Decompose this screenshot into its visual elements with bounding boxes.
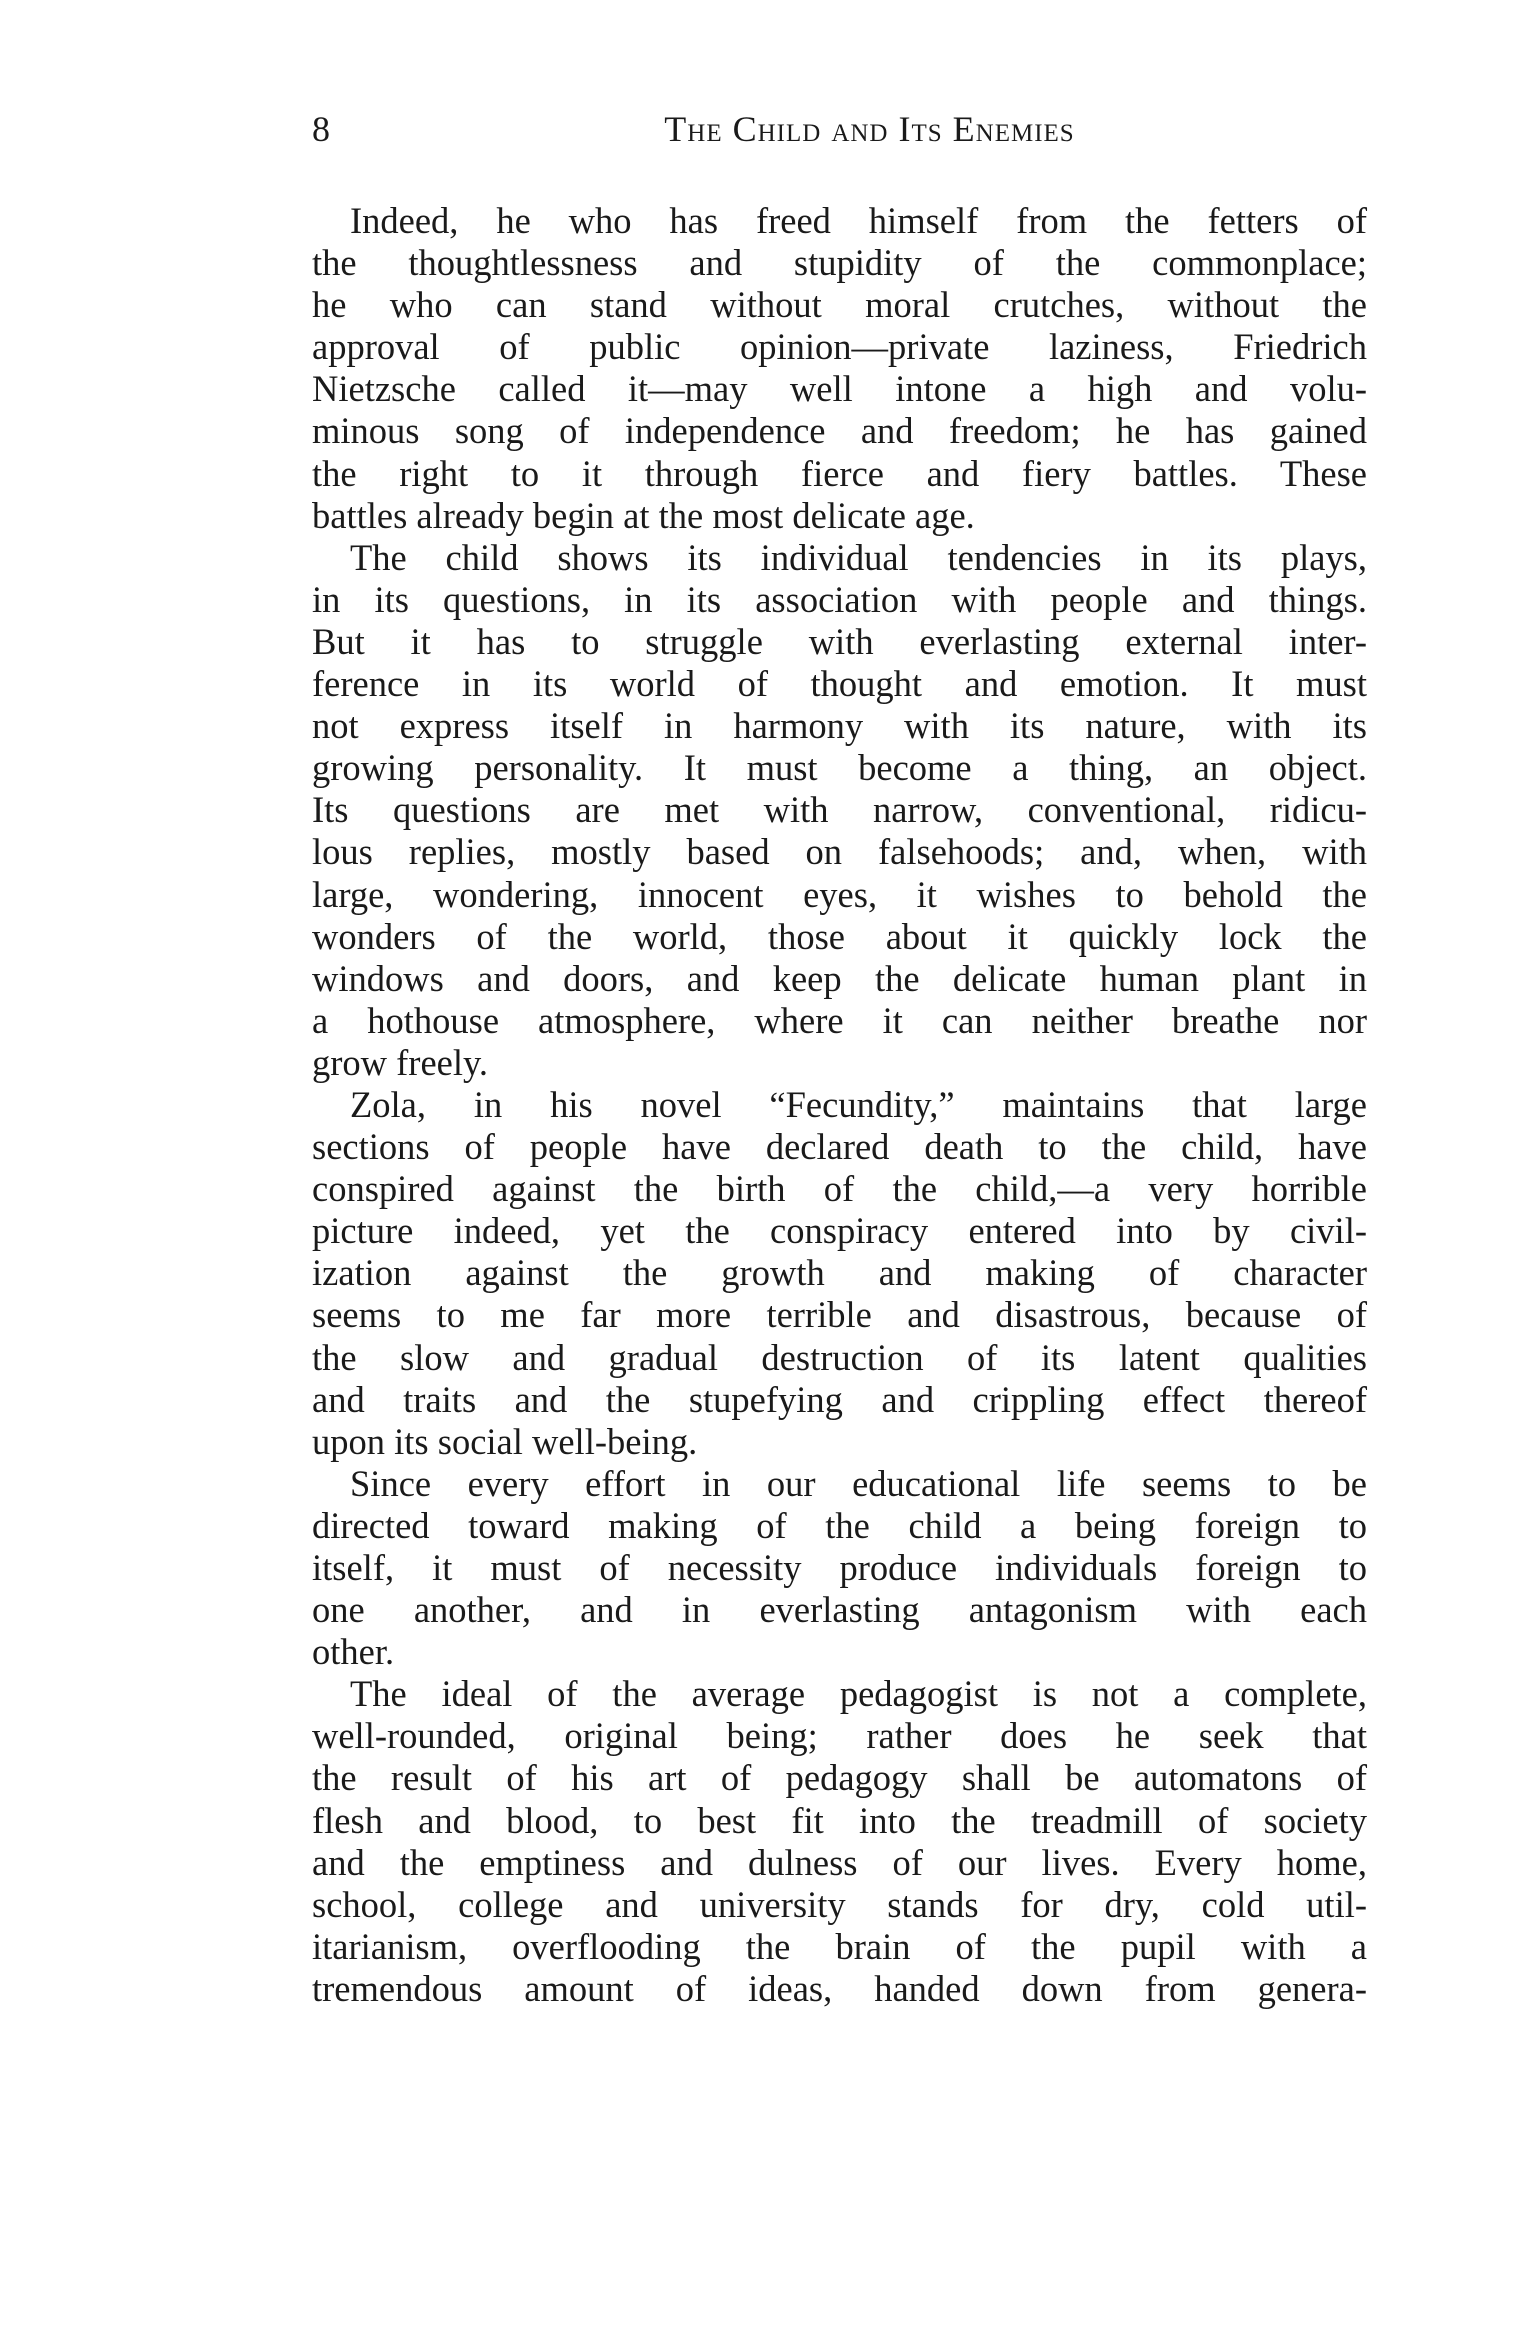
text-line: large, wondering, innocent eyes, it wishes to behold the (312, 873, 1367, 915)
paragraph (312, 1463, 1367, 1673)
text-line: Zola, in his novel “Fecundity,” maintains that large (350, 1083, 1367, 1125)
text-line: seems to me far more terrible and disastrous, because of (312, 1294, 1367, 1336)
text-line: not express itself in harmony with its nature, with its (312, 705, 1367, 747)
text-line: ization against the growth and making of character (312, 1252, 1367, 1294)
text-line: battles already begin at the most delicate age. (312, 494, 975, 536)
text-line: the result of his art of pedagogy shall be automatons of (312, 1757, 1367, 1799)
text-line: windows and doors, and keep the delicate human plant in (312, 957, 1367, 999)
body-text (312, 200, 1367, 2010)
text-line: Indeed, he who has freed himself from the fetters of (350, 200, 1367, 241)
text-line: in its questions, in its association with people and things. (312, 578, 1367, 620)
text-line: the slow and gradual destruction of its latent qualities (312, 1336, 1367, 1378)
text-line: itarianism, overflooding the brain of the pupil with a (312, 1925, 1367, 1967)
text-line: But it has to struggle with everlasting external inter- (312, 620, 1367, 662)
text-line: directed toward making of the child a being foreign to (312, 1504, 1367, 1546)
page-number: 8 (312, 109, 330, 149)
page-header (312, 108, 1367, 158)
text-line: school, college and university stands for dry, cold util- (312, 1883, 1367, 1925)
text-line: tremendous amount of ideas, handed down from genera- (312, 1967, 1367, 2009)
text-line: well-rounded, original being; rather does he seek that (312, 1715, 1367, 1757)
text-line: grow freely. (312, 1041, 488, 1083)
paragraph (312, 1673, 1367, 2010)
text-line: growing personality. It must become a thing, an object. (312, 747, 1367, 789)
text-line: a hothouse atmosphere, where it can neither breathe nor (312, 999, 1367, 1041)
text-line: other. (312, 1631, 395, 1673)
text-line: the right to it through fierce and fiery battles. These (312, 452, 1367, 494)
text-line: minous song of independence and freedom; he has gained (312, 410, 1367, 452)
text-line: he who can stand without moral crutches, without the (312, 284, 1367, 326)
paragraph (312, 537, 1367, 1084)
text-line: the thoughtlessness and stupidity of the commonplace; (312, 242, 1367, 284)
text-line: Nietzsche called it—may well intone a high and volu- (312, 368, 1367, 410)
text-line: upon its social well-being. (312, 1420, 698, 1462)
text-line: Its questions are met with narrow, conventional, ridicu- (312, 789, 1367, 831)
text-line: wonders of the world, those about it quickly lock the (312, 915, 1367, 957)
text-line: one another, and in everlasting antagonism with each (312, 1589, 1367, 1631)
text-line: and the emptiness and dulness of our lives. Every home, (312, 1841, 1367, 1883)
paragraph (312, 200, 1367, 537)
text-line: picture indeed, yet the conspiracy entered into by civil- (312, 1210, 1367, 1252)
paragraph (312, 1084, 1367, 1463)
text-line: Since every effort in our educational life seems to be (350, 1462, 1367, 1504)
text-line: approval of public opinion—private laziness, Friedrich (312, 326, 1367, 368)
text-line: The child shows its individual tendencies in its plays, (350, 536, 1367, 578)
text-line: conspired against the birth of the child,—a very horrible (312, 1168, 1367, 1210)
text-line: ference in its world of thought and emotion. It must (312, 663, 1367, 705)
text-line: The ideal of the average pedagogist is not a complete, (350, 1673, 1367, 1715)
text-line: itself, it must of necessity produce individuals foreign to (312, 1547, 1367, 1588)
text-line: and traits and the stupefying and crippling effect thereof (312, 1378, 1367, 1420)
running-title: The Child and Its Enemies (664, 109, 1075, 149)
text-line: sections of people have declared death to the child, have (312, 1126, 1367, 1168)
text-line: lous replies, mostly based on falsehoods; and, when, with (312, 831, 1367, 873)
text-line: flesh and blood, to best fit into the treadmill of society (312, 1799, 1367, 1841)
